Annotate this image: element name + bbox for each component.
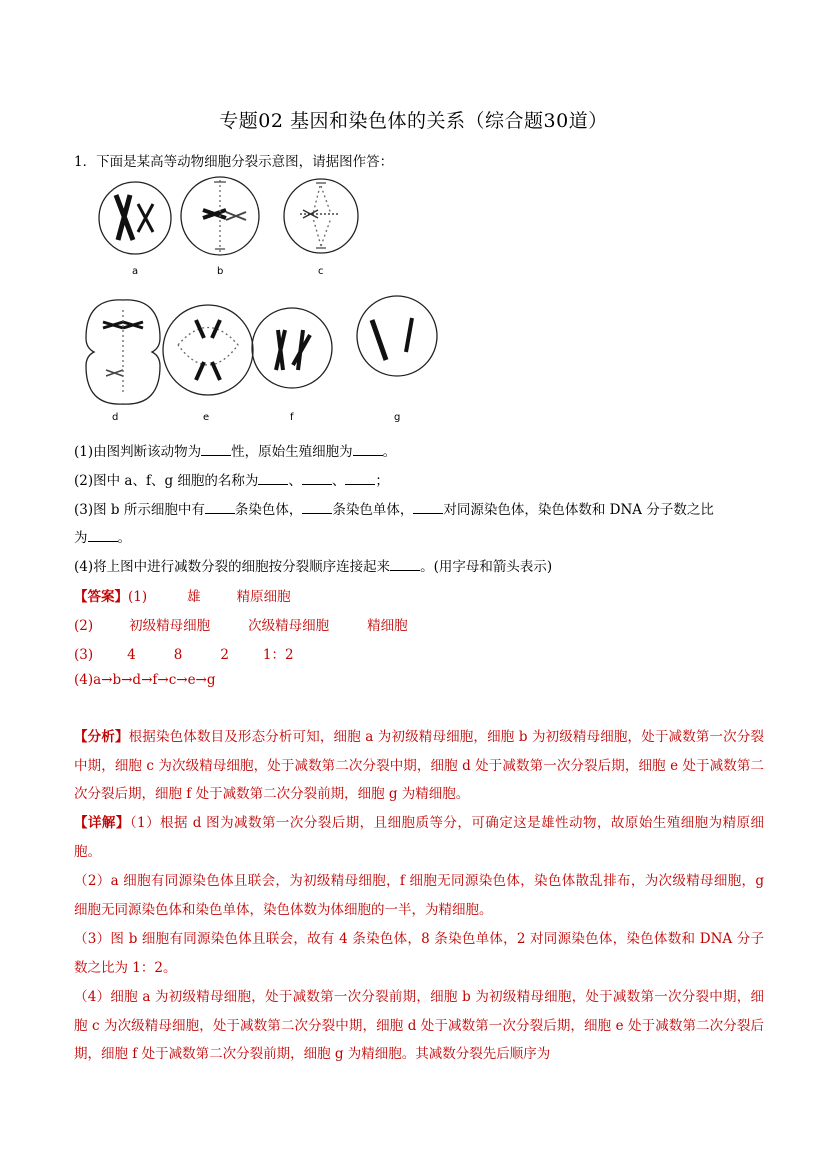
cell-g (357, 296, 437, 376)
blank[interactable] (413, 501, 443, 514)
detail-paragraph-3: （3）图 b 细胞有同源染色体且联会，故有 4 条染色体，8 条染色单体，2 对同源染色体，染色体数和 DNA 分子数之比为 1：2。 (74, 931, 764, 976)
blank[interactable] (201, 443, 231, 456)
blank[interactable] (258, 472, 288, 485)
question-stem (74, 150, 393, 170)
label-a: a (132, 266, 139, 277)
cell-e (163, 305, 253, 395)
label-c: c (318, 266, 324, 277)
cell-d (86, 300, 160, 404)
sub-question-3: (3)图 b 所示细胞中有 条染色体， 条染色单体， 对同源染色体，染色体数和 DNA 分子数之比 (74, 502, 714, 518)
sub-question-1: (1)由图判断该动物为 性，原始生殖细胞为 。 (74, 444, 397, 460)
answer-3: (3) 4 8 2 1：2 (74, 647, 294, 663)
blank[interactable] (302, 501, 332, 514)
cell-a (99, 182, 171, 254)
answer-1: 【答案】(1) 雄 精原细胞 (74, 585, 291, 605)
label-d: d (112, 412, 119, 423)
sub-question-4: (4)将上图中进行减数分裂的细胞按分裂顺序连接起来 。(用字母和箭头表示) (74, 559, 553, 575)
detail-paragraph-4: （4）细胞 a 为初级精母细胞，处于减数第一次分裂前期，细胞 b 为初级精母细胞，处于减数第一次分裂中期，细胞 c 为次级精母细胞，处于减数第二次分裂中期，细胞 d 处于减数第一次分裂后期，细胞 e 处于减数第二次分裂后期，细胞 f 处于减数第二次分裂前期，细胞 g 为精细胞。其减数分裂先后顺序为 (74, 989, 764, 1062)
blank[interactable] (345, 472, 375, 485)
answer-2: (2) 初级精母细胞 次级精母细胞 精细胞 (74, 618, 408, 634)
blank[interactable] (205, 501, 235, 514)
analysis-paragraph (74, 723, 764, 809)
question-text: 下面是某高等动物细胞分裂示意图，请据图作答： (96, 154, 394, 170)
sub-question-2: (2)图中 a、f、g 细胞的名称为 、 、 ； (74, 473, 389, 489)
label-g: g (394, 412, 401, 423)
blank[interactable] (302, 472, 332, 485)
question-number: 1． (74, 154, 97, 170)
answer-4: (4)a→b→d→f→c→e→g (74, 672, 216, 688)
cell-b (181, 177, 259, 255)
cell-division-figure (78, 170, 458, 430)
analysis-text: 根据染色体数目及形态分析可知，细胞 a 为初级精母细胞，细胞 b 为初级精母细胞，处于减数第一次分裂中期，细胞 c 为次级精母细胞，处于减数第二次分裂中期，细胞 d 处于减数第一次分裂后期，细胞 e 处于减数第二次分裂后期，细胞 f 处于减数第二次分裂前期，细胞 g 为精细胞。 (74, 729, 764, 802)
sub-question-3-cont: 为 。 (74, 530, 131, 546)
blank[interactable] (88, 529, 118, 542)
label-f: f (290, 412, 294, 423)
blank[interactable] (390, 558, 420, 571)
detail-paragraph-2: （2）a 细胞有同源染色体且联会，为初级精母细胞，f 细胞无同源染色体，染色体散乱排布，为次级精母细胞，g 细胞无同源染色体和染色单体，染色体数为体细胞的一半，为精细胞。 (74, 873, 764, 918)
analysis-label: 【分析】 (74, 729, 129, 745)
detail-label: 【详解】 (74, 815, 130, 831)
cell-c (284, 179, 358, 253)
page-title: 专题02 基因和染色体的关系（综合题30道） (219, 110, 608, 132)
label-b: b (217, 266, 224, 277)
cell-f (252, 308, 332, 388)
blank[interactable] (353, 443, 383, 456)
answer-label: 【答案】 (74, 589, 128, 605)
label-e: e (203, 412, 210, 423)
detail-paragraph-1: 【详解】（1）根据 d 图为减数第一次分裂后期，且细胞质等分，可确定这是雄性动物，故原始生殖细胞为精原细胞。 (74, 815, 765, 860)
